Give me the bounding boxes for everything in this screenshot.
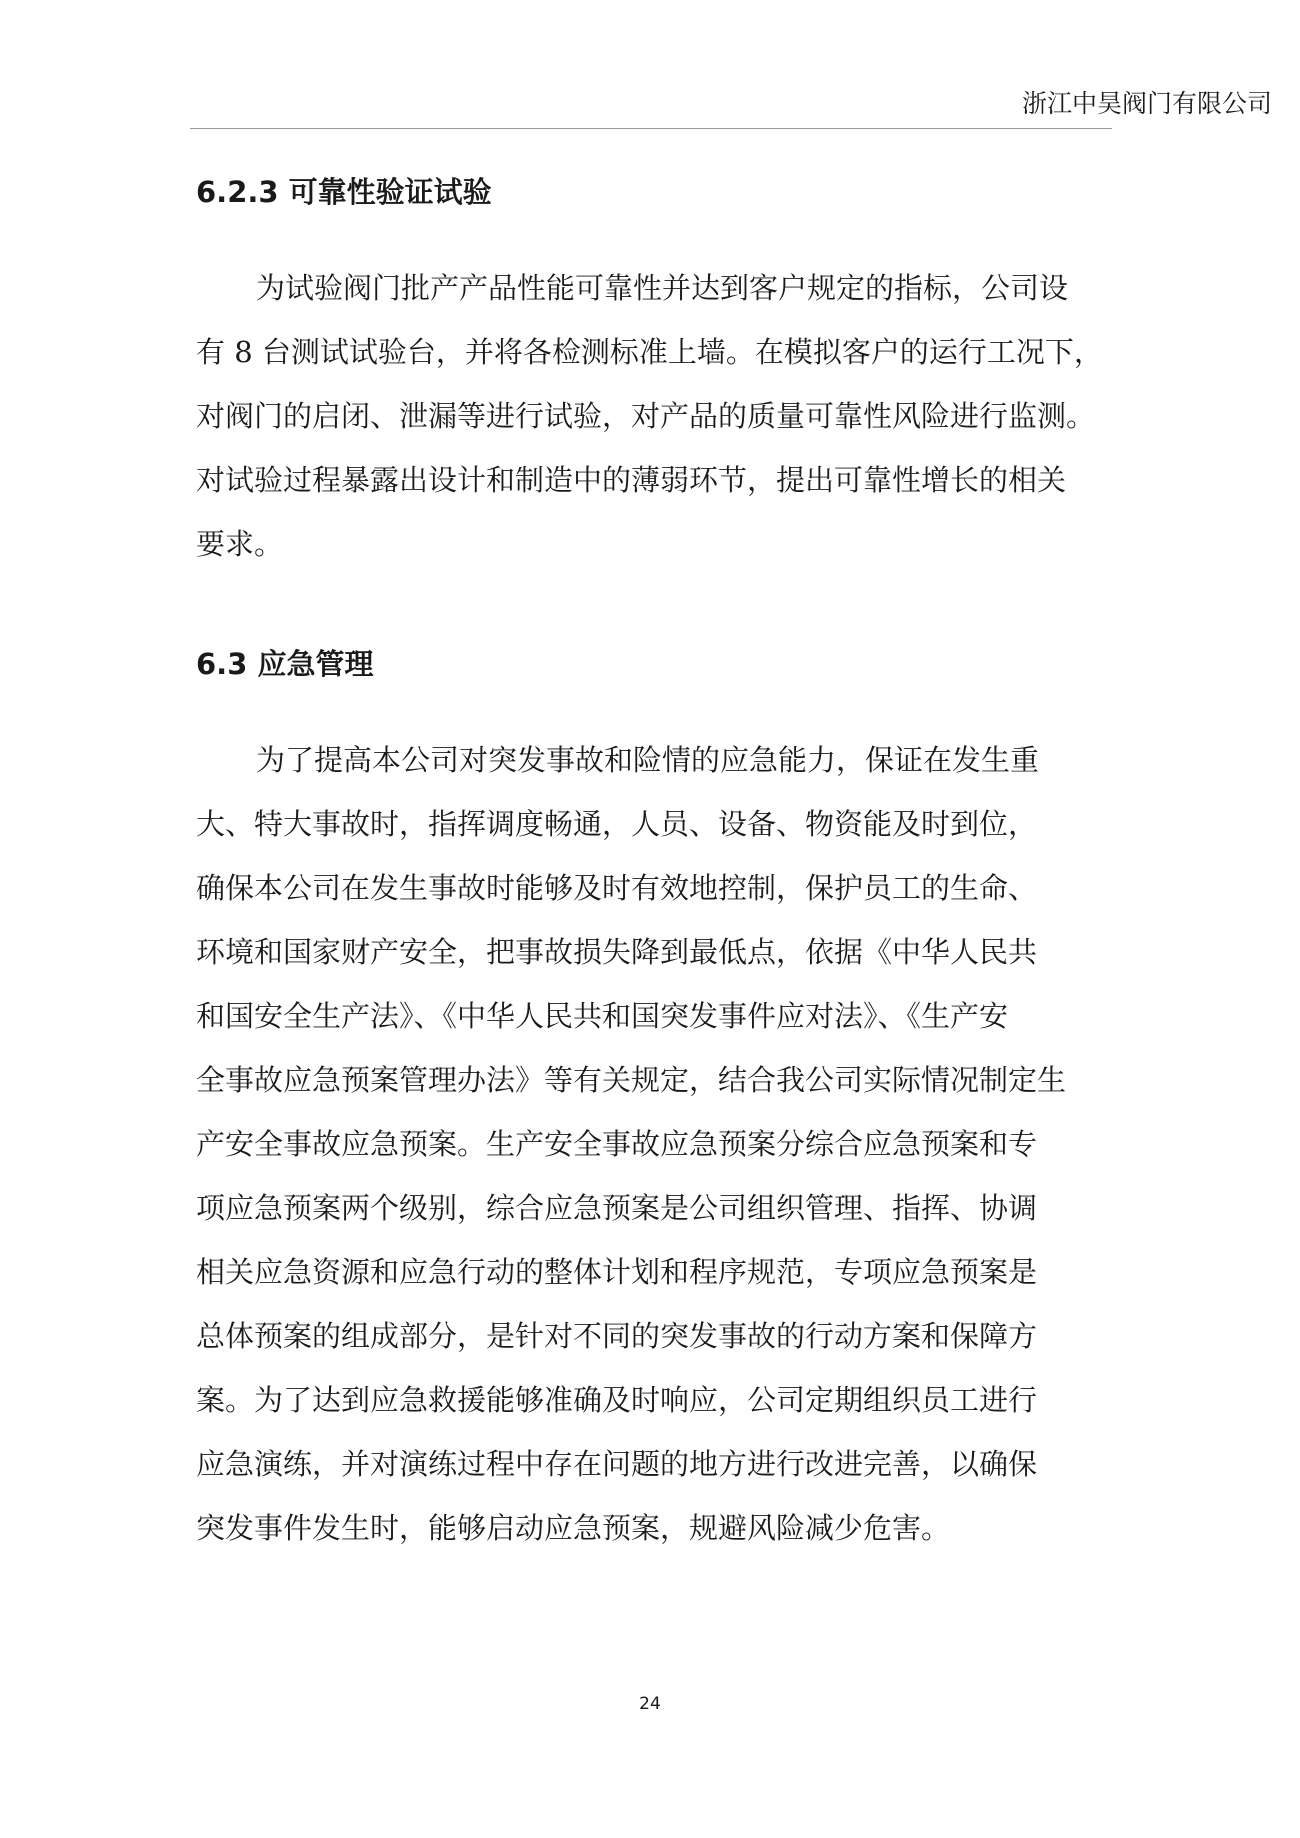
paragraph-line: 案。为了达到应急救援能够准确及时响应，公司定期组织员工进行: [196, 1383, 1038, 1417]
paragraph-line: 为了提高本公司对突发事故和险情的应急能力，保证在发生重: [256, 743, 1040, 777]
header-rule: [190, 128, 1112, 129]
paragraph-line: 有 8 台测试试验台，并将各检测标准上墙。在模拟客户的运行工况下，: [196, 335, 1103, 369]
paragraph-line: 对阀门的启闭、泄漏等进行试验，对产品的质量可靠性风险进行监测。: [196, 399, 1096, 433]
paragraph-line: 产安全事故应急预案。生产安全事故应急预案分综合应急预案和专: [196, 1127, 1038, 1161]
page-header: 浙江中昊阀门有限公司: [1021, 89, 1272, 118]
paragraph-line: 为试验阀门批产产品性能可靠性并达到客户规定的指标，公司设: [256, 271, 1069, 305]
paragraph-line: 相关应急资源和应急行动的整体计划和程序规范，专项应急预案是: [196, 1255, 1038, 1289]
paragraph-line: 突发事件发生时，能够启动应急预案，规避风险减少危害。: [196, 1511, 951, 1545]
paragraph-line: 应急演练，并对演练过程中存在问题的地方进行改进完善，以确保: [196, 1447, 1038, 1481]
paragraph-line: 对试验过程暴露出设计和制造中的薄弱环节，提出可靠性增长的相关: [196, 463, 1067, 497]
paragraph-line: 确保本公司在发生事故时能够及时有效地控制，保护员工的生命、: [196, 871, 1038, 905]
paragraph-line: 项应急预案两个级别，综合应急预案是公司组织管理、指挥、协调: [196, 1191, 1038, 1225]
paragraph-line: 全事故应急预案管理办法》等有关规定，结合我公司实际情况制定生: [196, 1063, 1067, 1097]
paragraph-line: 和国安全生产法》、《中华人民共和国突发事件应对法》、《生产安: [196, 999, 1009, 1033]
paragraph-line: 环境和国家财产安全，把事故损失降到最低点，依据《中华人民共: [196, 935, 1038, 969]
paragraph-line: 总体预案的组成部分，是针对不同的突发事故的行动方案和保障方: [196, 1319, 1038, 1353]
page-number: 24: [639, 1694, 661, 1714]
section-heading-6-2-3: 6.2.3 可靠性验证试验: [196, 175, 492, 209]
paragraph-line: 大、特大事故时，指挥调度畅通，人员、设备、物资能及时到位，: [196, 807, 1038, 841]
section-heading-6-3: 6.3 应急管理: [196, 647, 374, 681]
paragraph-line: 要求。: [196, 527, 284, 561]
